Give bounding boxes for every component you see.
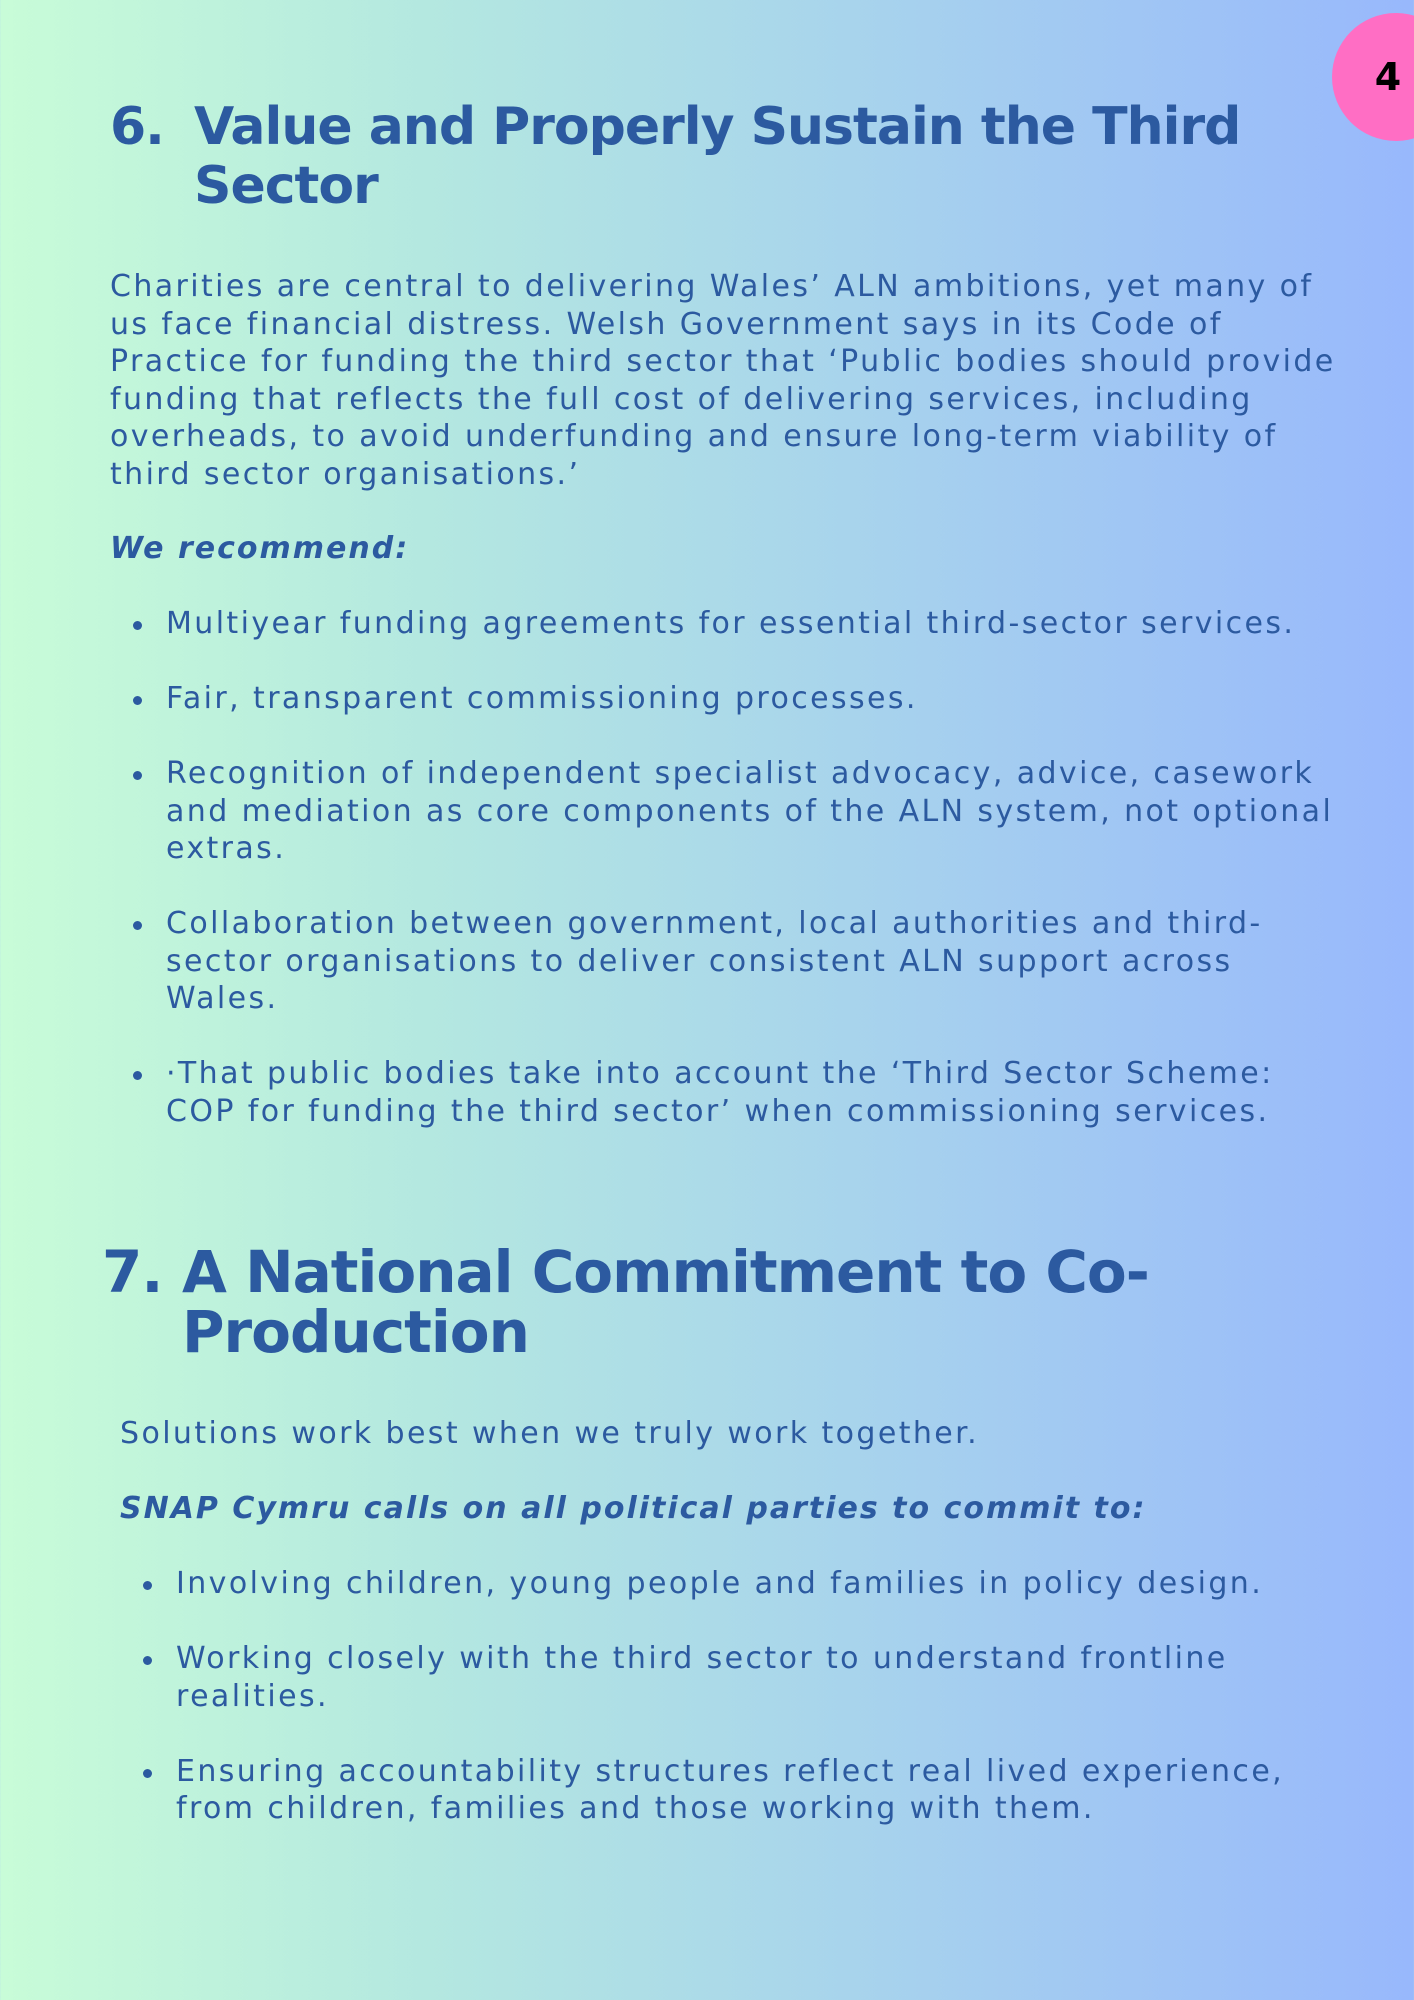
list-item: Multiyear funding agreements for essential third-sector services. — [166, 605, 1346, 643]
list-item: ·That public bodies take into account the ‘Third Sector Scheme: COP for funding the third sector’ when commissioning services. — [166, 1055, 1346, 1130]
section-7-commitments-list — [176, 1565, 1346, 1865]
section-6-title: Value and Properly Sustain the Third Sector — [194, 97, 1241, 216]
section-6-body: Charities are central to delivering Wales’ ALN ambitions, yet many of us face financial distress. Welsh Government says in its Code of Practice for funding the third sector that ‘Public bodies should provide funding that reflects the full cost of delivering services, including overheads, to avoid underfunding and ensure long-term viability of third sector organisations.’ — [110, 269, 1336, 492]
section-6-recommendations-list — [166, 605, 1346, 1168]
section-6-recommend-lead: We recommend: — [110, 531, 410, 566]
list-item: Working closely with the third sector to understand frontline realities. — [176, 1640, 1346, 1715]
page-number: 4 — [1374, 55, 1402, 99]
list-item: Ensuring accountability structures reflect real lived experience, from children, families and those working with them. — [176, 1753, 1346, 1828]
section-7-heading — [102, 1238, 1342, 1366]
section-7-number: 7. — [102, 1238, 163, 1306]
section-7-body: Solutions work best when we truly work together. — [120, 1416, 980, 1451]
list-item: Collaboration between government, local authorities and third-sector organisations to deliver consistent ALN support across Wales. — [166, 905, 1346, 1018]
section-6-heading — [110, 98, 1350, 216]
list-item: Involving children, young people and families in policy design. — [176, 1565, 1346, 1603]
list-item: Fair, transparent commissioning processes. — [166, 680, 1346, 718]
section-7-commit-lead: SNAP Cymru calls on all political parties to commit to: — [120, 1491, 1147, 1526]
section-7-title: A National Commitment to Co-Production — [182, 1238, 1149, 1366]
list-item: Recognition of independent specialist advocacy, advice, casework and mediation as core components of the ALN system, not optional extras. — [166, 755, 1346, 868]
section-6-number: 6. — [110, 97, 164, 157]
